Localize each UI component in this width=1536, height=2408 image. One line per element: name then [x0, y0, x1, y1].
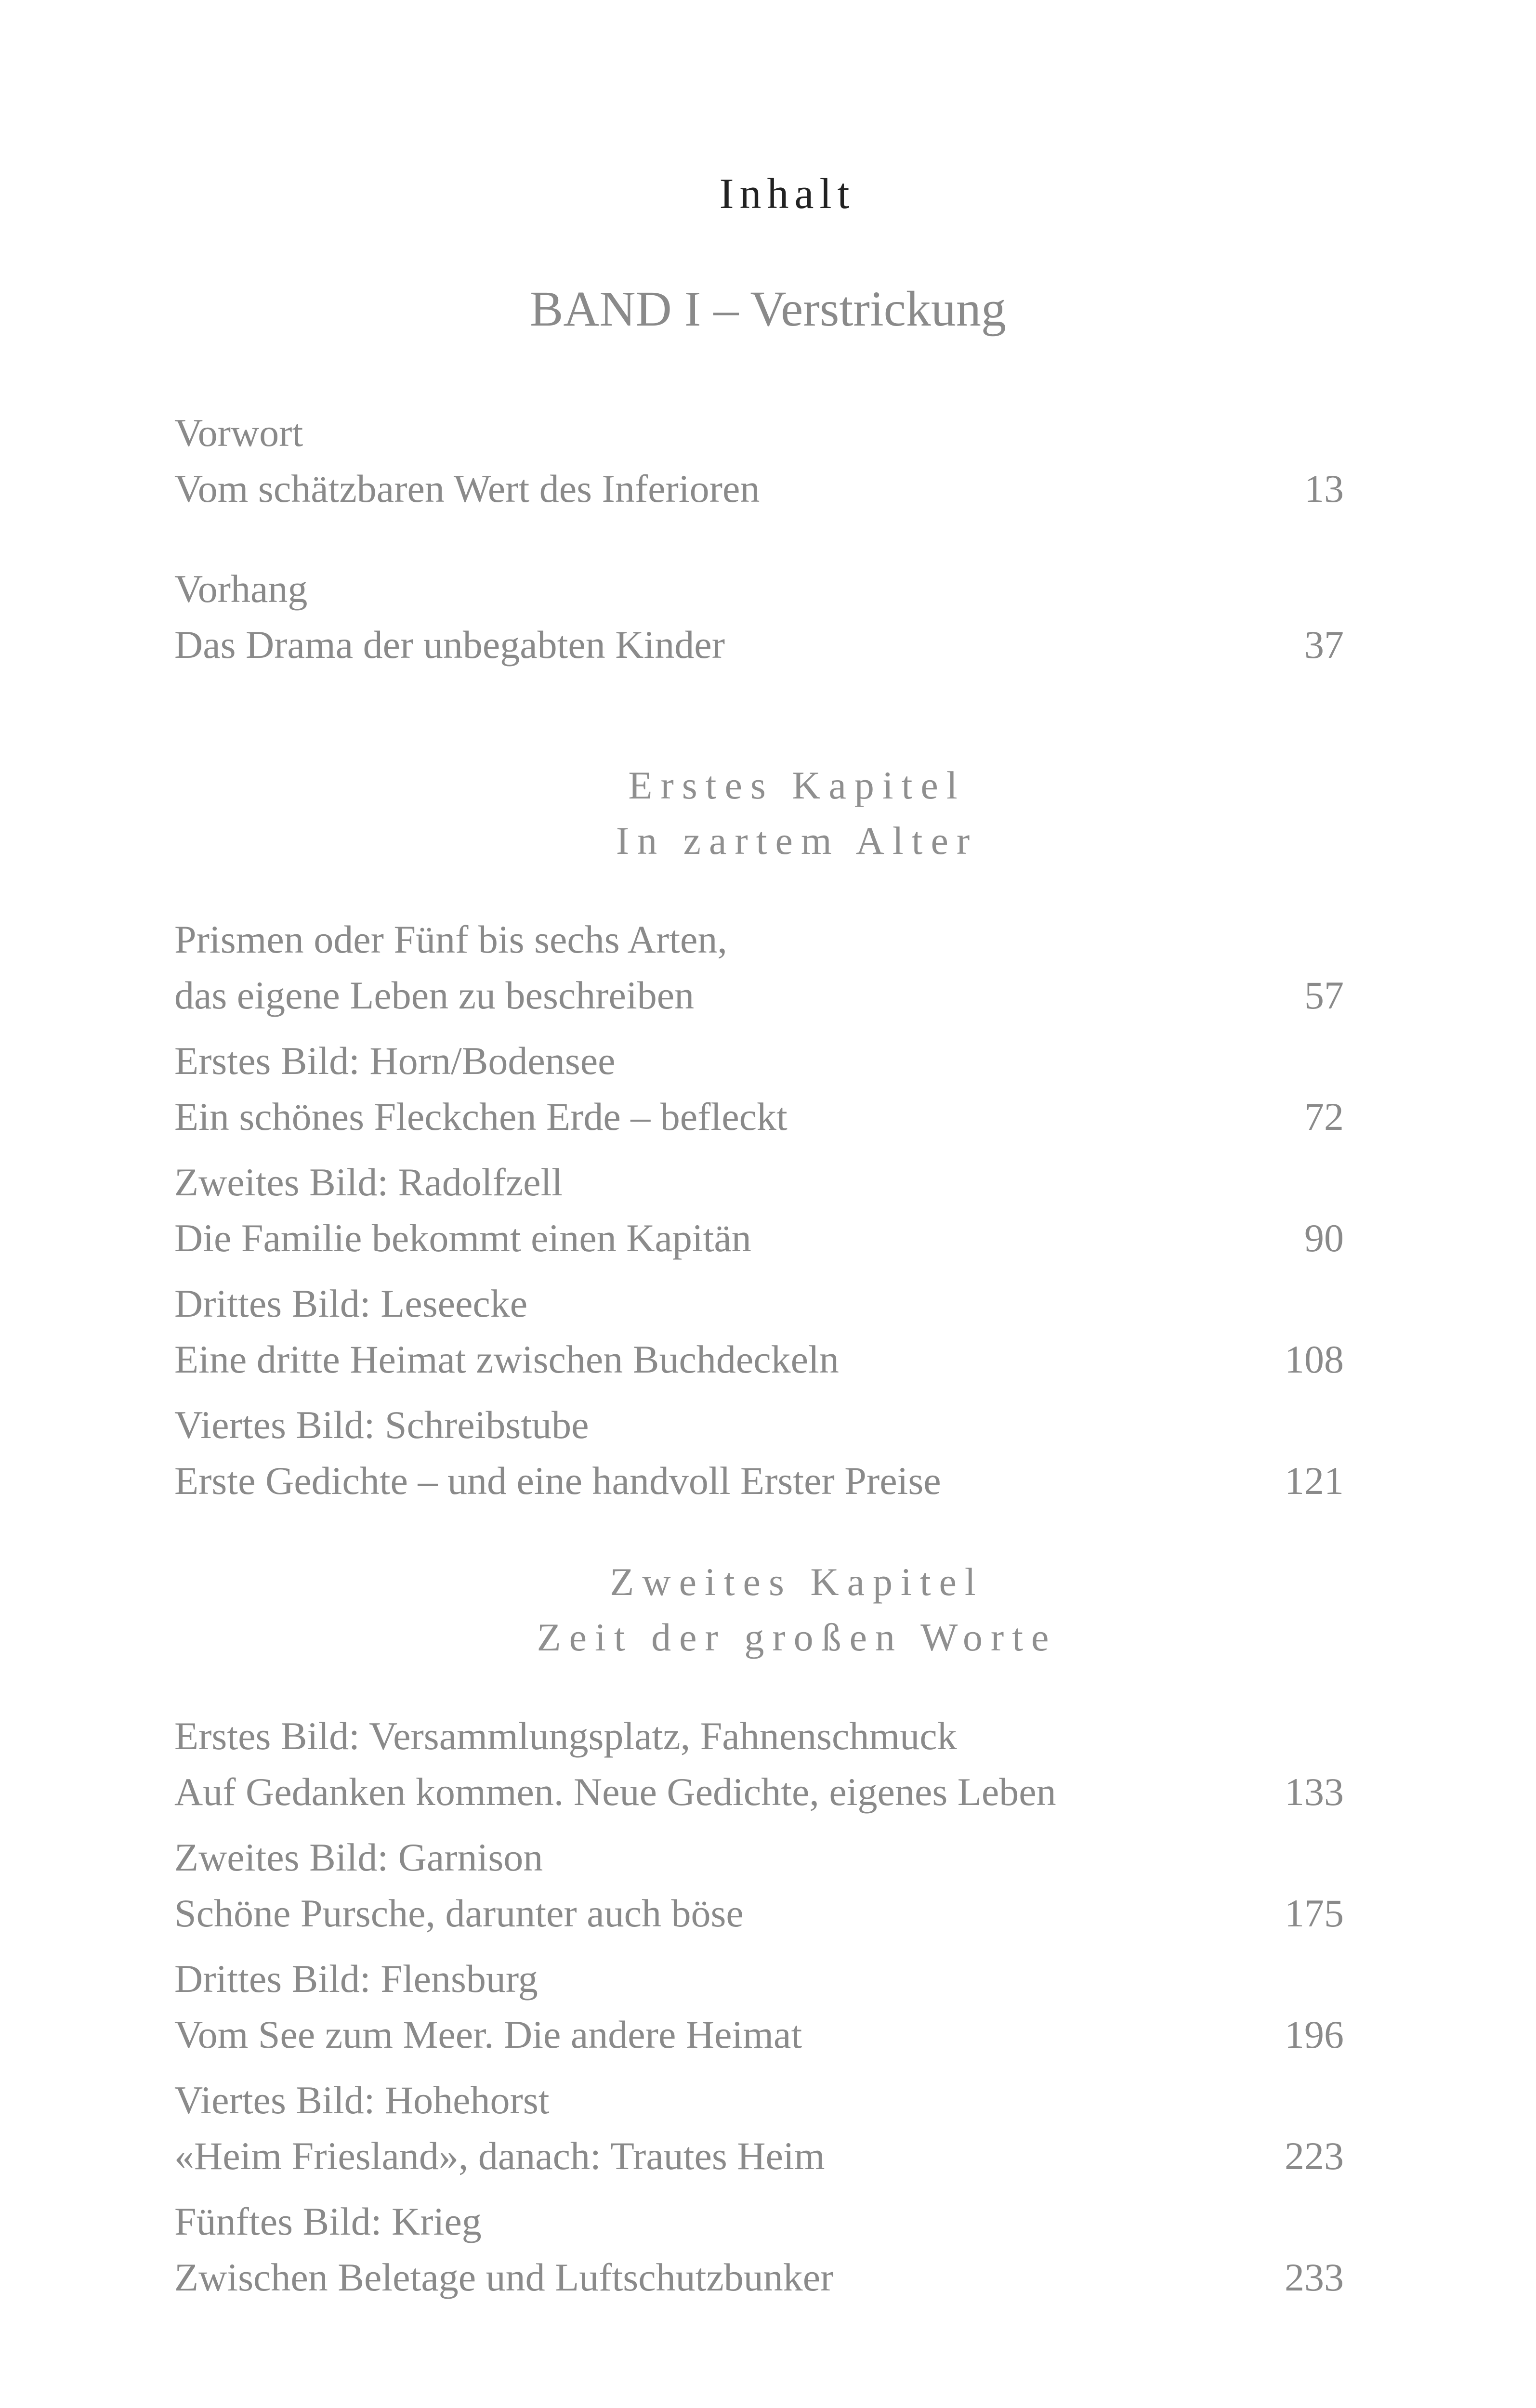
- entry-page-number: 57: [1304, 973, 1344, 1017]
- entry-page-number: 108: [1285, 1337, 1344, 1381]
- entry-heading: Zweites Bild: Garnison: [174, 1835, 543, 1879]
- entry-heading: Drittes Bild: Flensburg: [174, 1957, 538, 2001]
- band-title: BAND I – Verstrickung: [530, 281, 1006, 337]
- entry-heading: Drittes Bild: Leseecke: [174, 1282, 528, 1325]
- chapter-1-label: Erstes Kapitel: [628, 763, 966, 807]
- entry-page-number: 13: [1304, 467, 1344, 510]
- entry-heading: Vorhang: [174, 567, 308, 611]
- entry-heading: Fünftes Bild: Krieg: [174, 2199, 482, 2243]
- entry-title: Die Familie bekommt einen Kapitän: [174, 1216, 751, 1260]
- entry-page-number: 37: [1304, 623, 1344, 667]
- entry-page-number: 90: [1304, 1216, 1344, 1260]
- entry-title: Das Drama der unbegabten Kinder: [174, 623, 725, 667]
- entry-heading: Erstes Bild: Versammlungsplatz, Fahnenschmuck: [174, 1714, 957, 1758]
- entry-title: das eigene Leben zu beschreiben: [174, 973, 695, 1017]
- chapter-2-label: Zweites Kapitel: [610, 1560, 984, 1604]
- entry-heading: Viertes Bild: Hohehorst: [174, 2078, 550, 2122]
- entry-title: Schöne Pursche, darunter auch böse: [174, 1891, 744, 1935]
- entry-title: Vom schätzbaren Wert des Inferioren: [174, 467, 760, 510]
- entry-title: Zwischen Beletage und Luftschutzbunker: [174, 2255, 834, 2299]
- entry-title: Ein schönes Fleckchen Erde – befleckt: [174, 1095, 788, 1139]
- entry-heading: Zweites Bild: Radolfzell: [174, 1160, 563, 1204]
- contents-title: Inhalt: [719, 170, 855, 218]
- entry-title: Vom See zum Meer. Die andere Heimat: [174, 2013, 802, 2056]
- entry-heading: Erstes Bild: Horn/Bodensee: [174, 1039, 616, 1083]
- entry-page-number: 223: [1285, 2134, 1344, 2178]
- entry-page-number: 196: [1285, 2013, 1344, 2056]
- entry-page-number: 133: [1285, 1770, 1344, 1814]
- entry-title: Erste Gedichte – und eine handvoll Erster Preise: [174, 1459, 941, 1503]
- entry-page-number: 72: [1304, 1095, 1344, 1139]
- entry-page-number: 233: [1285, 2255, 1344, 2299]
- chapter-1-subtitle: In zartem Alter: [616, 819, 978, 863]
- entry-heading: Prismen oder Fünf bis sechs Arten,: [174, 917, 727, 961]
- entry-title: «Heim Friesland», danach: Trautes Heim: [174, 2134, 825, 2178]
- entry-heading: Vorwort: [174, 411, 303, 455]
- entry-title: Eine dritte Heimat zwischen Buchdeckeln: [174, 1337, 839, 1381]
- entry-page-number: 175: [1285, 1891, 1344, 1935]
- chapter-2-subtitle: Zeit der großen Worte: [537, 1615, 1057, 1659]
- entry-heading: Viertes Bild: Schreibstube: [174, 1403, 589, 1447]
- entry-page-number: 121: [1285, 1459, 1344, 1503]
- entry-title: Auf Gedanken kommen. Neue Gedichte, eigenes Leben: [174, 1770, 1056, 1814]
